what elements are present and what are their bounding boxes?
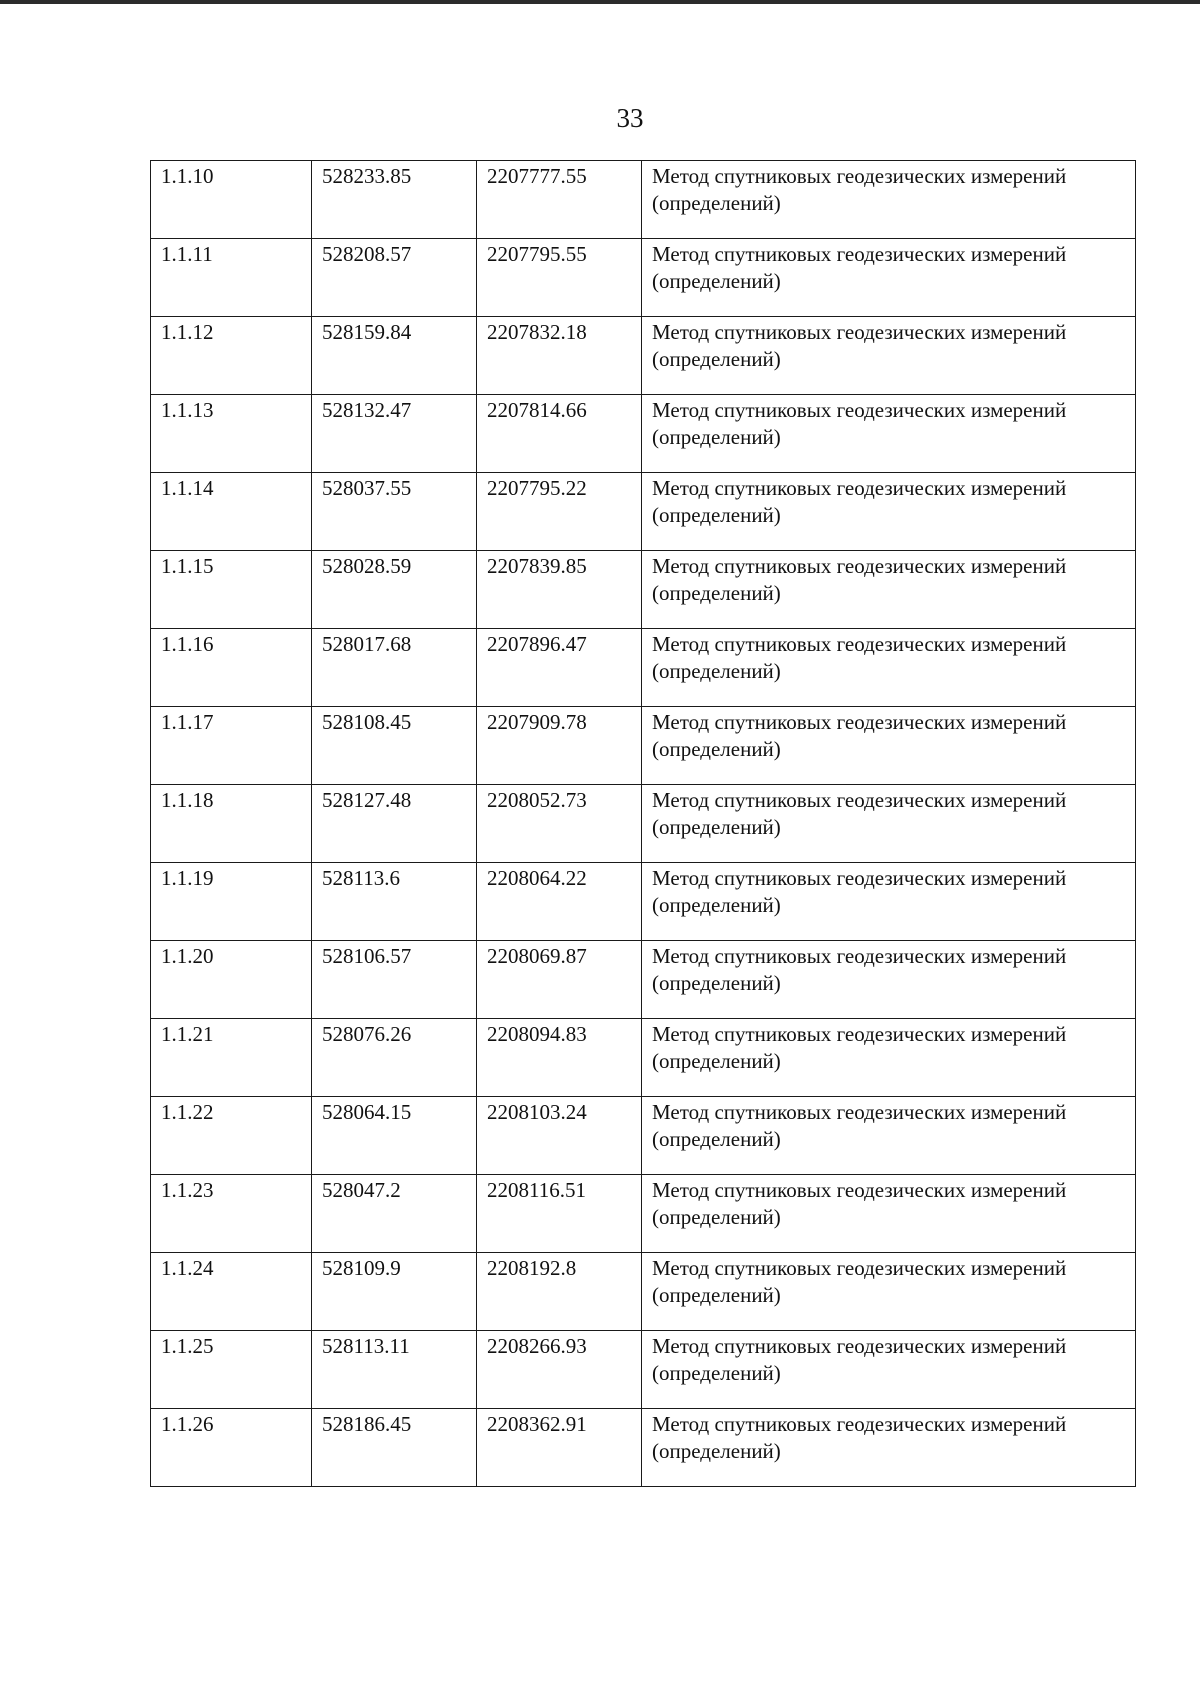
table-row (151, 863, 1136, 941)
point-number-cell: 1.1.14 (151, 473, 312, 551)
y-coordinate-cell: 2207814.66 (477, 395, 642, 473)
y-coordinate-cell: 2207909.78 (477, 707, 642, 785)
method-cell: Метод спутниковых геодезических измерений (определений) (642, 1097, 1136, 1175)
coordinates-table-body (151, 161, 1136, 1487)
point-number-cell: 1.1.21 (151, 1019, 312, 1097)
method-cell: Метод спутниковых геодезических измерений (определений) (642, 863, 1136, 941)
x-coordinate-cell: 528108.45 (312, 707, 477, 785)
y-coordinate-cell: 2208052.73 (477, 785, 642, 863)
table-row (151, 941, 1136, 1019)
y-coordinate-cell: 2207839.85 (477, 551, 642, 629)
x-coordinate-cell: 528132.47 (312, 395, 477, 473)
method-cell: Метод спутниковых геодезических измерений (определений) (642, 629, 1136, 707)
table-row (151, 317, 1136, 395)
table-row (151, 785, 1136, 863)
y-coordinate-cell: 2208266.93 (477, 1331, 642, 1409)
x-coordinate-cell: 528208.57 (312, 239, 477, 317)
method-cell: Метод спутниковых геодезических измерений (определений) (642, 395, 1136, 473)
x-coordinate-cell: 528233.85 (312, 161, 477, 239)
point-number-cell: 1.1.20 (151, 941, 312, 1019)
y-coordinate-cell: 2208103.24 (477, 1097, 642, 1175)
y-coordinate-cell: 2208192.8 (477, 1253, 642, 1331)
x-coordinate-cell: 528113.6 (312, 863, 477, 941)
method-cell: Метод спутниковых геодезических измерений (определений) (642, 1409, 1136, 1487)
table-row (151, 1331, 1136, 1409)
method-cell: Метод спутниковых геодезических измерений (определений) (642, 317, 1136, 395)
x-coordinate-cell: 528127.48 (312, 785, 477, 863)
table-row (151, 473, 1136, 551)
x-coordinate-cell: 528047.2 (312, 1175, 477, 1253)
y-coordinate-cell: 2207896.47 (477, 629, 642, 707)
x-coordinate-cell: 528017.68 (312, 629, 477, 707)
point-number-cell: 1.1.15 (151, 551, 312, 629)
method-cell: Метод спутниковых геодезических измерений (определений) (642, 551, 1136, 629)
table-row (151, 1175, 1136, 1253)
table-row (151, 161, 1136, 239)
point-number-cell: 1.1.12 (151, 317, 312, 395)
page-number: 33 (616, 103, 644, 133)
point-number-cell: 1.1.11 (151, 239, 312, 317)
point-number-cell: 1.1.23 (151, 1175, 312, 1253)
y-coordinate-cell: 2207795.22 (477, 473, 642, 551)
table-row (151, 1019, 1136, 1097)
method-cell: Метод спутниковых геодезических измерений (определений) (642, 941, 1136, 1019)
x-coordinate-cell: 528037.55 (312, 473, 477, 551)
point-number-cell: 1.1.10 (151, 161, 312, 239)
y-coordinate-cell: 2207795.55 (477, 239, 642, 317)
method-cell: Метод спутниковых геодезических измерений (определений) (642, 1331, 1136, 1409)
table-row (151, 395, 1136, 473)
x-coordinate-cell: 528028.59 (312, 551, 477, 629)
method-cell: Метод спутниковых геодезических измерений (определений) (642, 473, 1136, 551)
y-coordinate-cell: 2208094.83 (477, 1019, 642, 1097)
y-coordinate-cell: 2207832.18 (477, 317, 642, 395)
x-coordinate-cell: 528113.11 (312, 1331, 477, 1409)
table-row (151, 1097, 1136, 1175)
table-row (151, 1253, 1136, 1331)
scan-top-edge (0, 0, 1200, 4)
table-row (151, 1409, 1136, 1487)
point-number-cell: 1.1.17 (151, 707, 312, 785)
table-row (151, 551, 1136, 629)
method-cell: Метод спутниковых геодезических измерений (определений) (642, 785, 1136, 863)
method-cell: Метод спутниковых геодезических измерений (определений) (642, 1019, 1136, 1097)
method-cell: Метод спутниковых геодезических измерений (определений) (642, 1253, 1136, 1331)
y-coordinate-cell: 2207777.55 (477, 161, 642, 239)
x-coordinate-cell: 528064.15 (312, 1097, 477, 1175)
point-number-cell: 1.1.18 (151, 785, 312, 863)
table-row (151, 239, 1136, 317)
point-number-cell: 1.1.16 (151, 629, 312, 707)
y-coordinate-cell: 2208362.91 (477, 1409, 642, 1487)
point-number-cell: 1.1.24 (151, 1253, 312, 1331)
y-coordinate-cell: 2208116.51 (477, 1175, 642, 1253)
y-coordinate-cell: 2208064.22 (477, 863, 642, 941)
x-coordinate-cell: 528159.84 (312, 317, 477, 395)
x-coordinate-cell: 528109.9 (312, 1253, 477, 1331)
point-number-cell: 1.1.26 (151, 1409, 312, 1487)
point-number-cell: 1.1.13 (151, 395, 312, 473)
method-cell: Метод спутниковых геодезических измерений (определений) (642, 1175, 1136, 1253)
table-row (151, 707, 1136, 785)
coordinates-table (150, 160, 1136, 1487)
x-coordinate-cell: 528076.26 (312, 1019, 477, 1097)
x-coordinate-cell: 528106.57 (312, 941, 477, 1019)
method-cell: Метод спутниковых геодезических измерений (определений) (642, 161, 1136, 239)
point-number-cell: 1.1.25 (151, 1331, 312, 1409)
method-cell: Метод спутниковых геодезических измерений (определений) (642, 239, 1136, 317)
y-coordinate-cell: 2208069.87 (477, 941, 642, 1019)
x-coordinate-cell: 528186.45 (312, 1409, 477, 1487)
point-number-cell: 1.1.19 (151, 863, 312, 941)
point-number-cell: 1.1.22 (151, 1097, 312, 1175)
method-cell: Метод спутниковых геодезических измерений (определений) (642, 707, 1136, 785)
table-row (151, 629, 1136, 707)
